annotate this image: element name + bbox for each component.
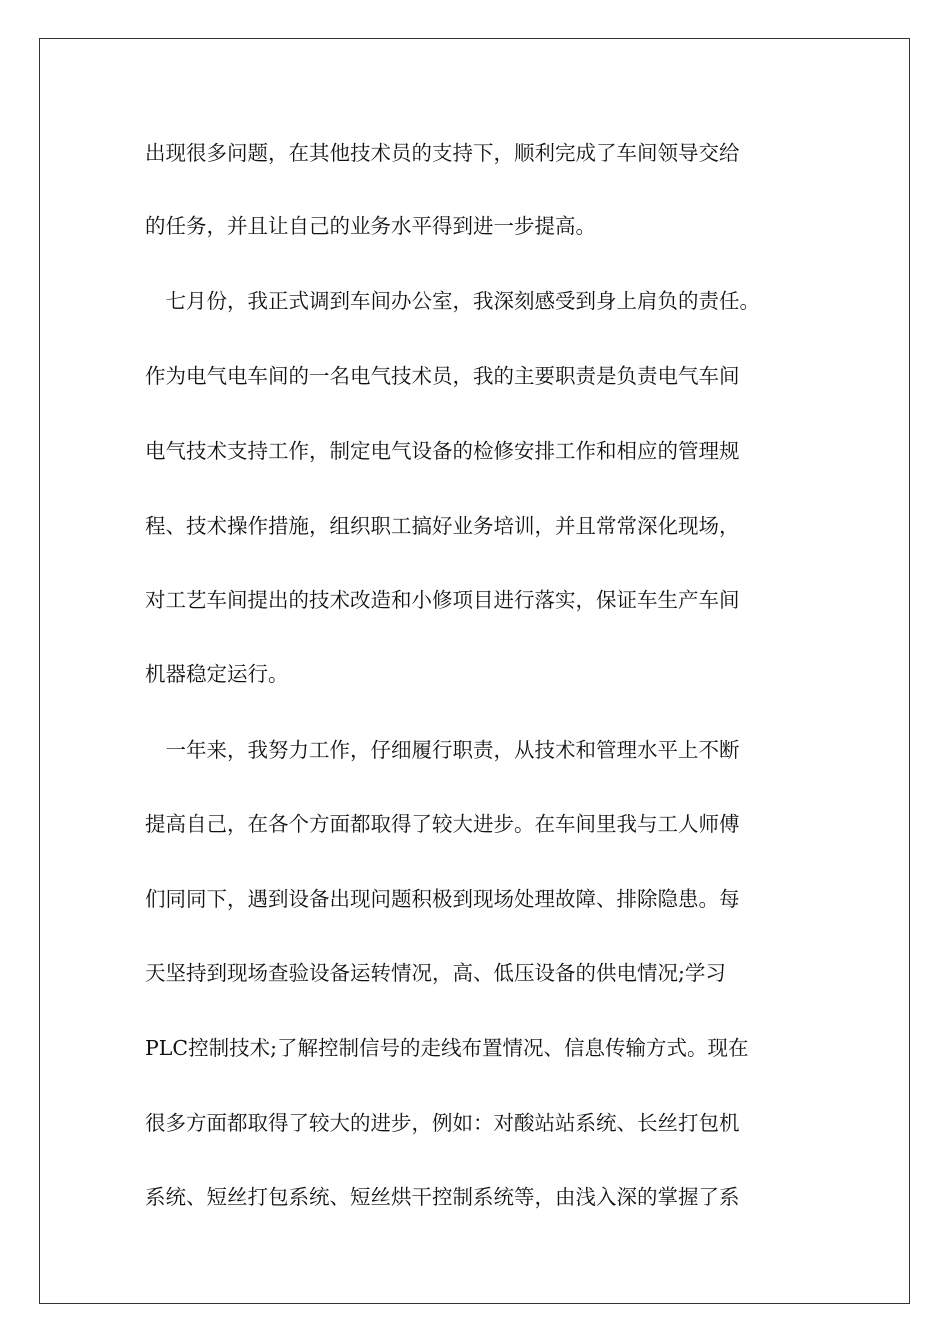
- text-line-13: PLC控制技术;了解控制信号的走线布置情况、信息传输方式。现在: [145, 1036, 749, 1060]
- text-line-11: 们同同下，遇到设备出现问题积极到现场处理故障、排除隐患。每: [145, 887, 740, 911]
- text-line-4: 作为电气电车间的一名电气技术员，我的主要职责是负责电气车间: [145, 364, 740, 388]
- text-line-12: 天坚持到现场查验设备运转情况，高、低压设备的供电情况;学习: [145, 961, 726, 985]
- text-line-7: 对工艺车间提出的技术改造和小修项目进行落实，保证车生产车间: [145, 588, 740, 612]
- text-line-1: 出现很多问题，在其他技术员的支持下，顺利完成了车间领导交给: [145, 141, 740, 165]
- text-line-6: 程、技术操作措施，组织职工搞好业务培训，并且常常深化现场，: [145, 514, 740, 538]
- text-line-5: 电气技术支持工作，制定电气设备的检修安排工作和相应的管理规: [145, 439, 740, 463]
- paragraph-start-july: 七月份，我正式调到车间办公室，我深刻感受到身上肩负的责任。: [145, 289, 760, 313]
- text-line-15: 系统、短丝打包系统、短丝烘干控制系统等，由浅入深的掌握了系: [145, 1185, 740, 1209]
- paragraph-start-year: 一年来，我努力工作，仔细履行职责，从技术和管理水平上不断: [145, 738, 740, 762]
- text-line-10: 提高自己，在各个方面都取得了较大进步。在车间里我与工人师傅: [145, 812, 740, 836]
- text-line-8: 机器稳定运行。: [145, 662, 289, 686]
- text-line-2: 的任务，并且让自己的业务水平得到进一步提高。: [145, 214, 596, 238]
- text-line-14: 很多方面都取得了较大的进步，例如：对酸站站系统、长丝打包机: [145, 1111, 740, 1135]
